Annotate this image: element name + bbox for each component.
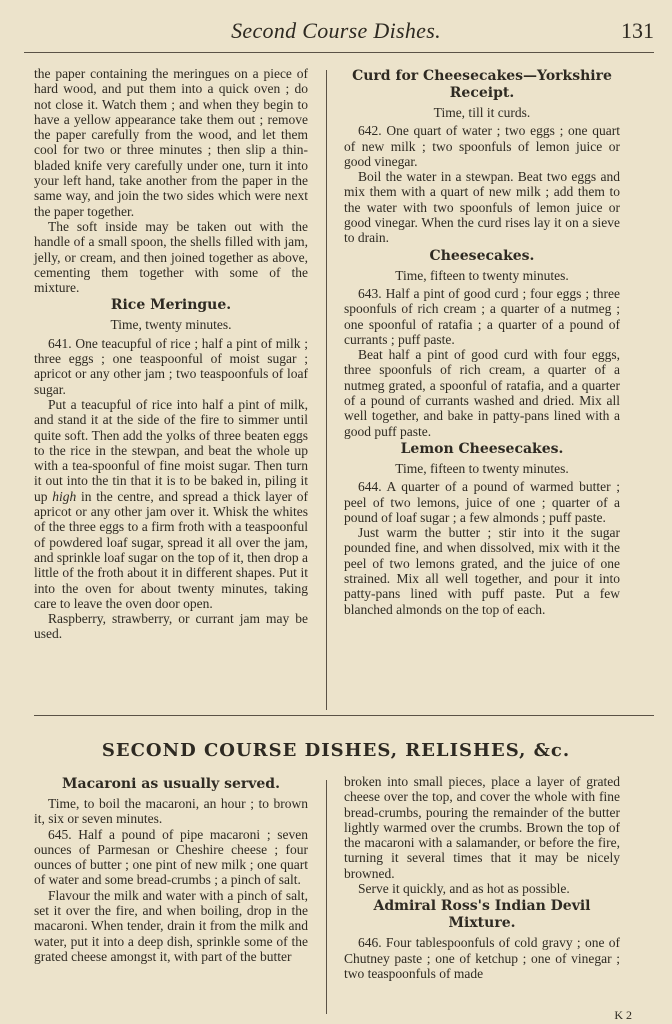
- recipe-serve-macaroni: Serve it quickly, and as hot as possible.: [358, 881, 570, 897]
- page-title: Second Course Dishes.: [231, 18, 441, 43]
- recipe-time-macaroni: Time, to boil the macaroni, an hour ; to brown it, six or seven minutes.: [34, 796, 308, 827]
- recipe-method-macaroni-continued: broken into small pieces, place a layer of grated cheese over the top, and cover the whole with fine bread-crumbs, pouring the remainder of the butter lightly warmed over the crumbs. Brown the top of the macaroni with a salamander, or before the fire, turning it several times that it may be nicely browned.: [344, 774, 620, 881]
- column-divider-lower: [326, 780, 327, 1014]
- recipe-method-rice-meringue: [34, 397, 308, 611]
- right-column: [344, 66, 620, 617]
- paragraph-meringue-continued: the paper containing the meringues on a piece of hard wood, and put them into a quick oven ; do not close it. Watch them ; and when they begin to have a yellow appearance take them out ; remove the paper carefully from the wood, and let them cool for two or three minutes ; then slip a thin-bladed knife very carefully under one, turn it into your left hand, take another from the paper in the same way, and join the two sides which were next the paper together.: [34, 66, 308, 219]
- paragraph-meringue-filling: The soft inside may be taken out with the handle of a small spoon, the shells filled with jam, jelly, or cream, and then joined together as above, cementing them together with some of the mixture.: [34, 218, 308, 296]
- recipe-method-lemon-cheesecakes: Just warm the butter ; stir into it the sugar pounded fine, and when dissolved, mix with it the peel of two lemons grated, and the juice of one strained. Mix all well together, and pour it into patty-pans lined with puff paste. Put a few blanched almonds on the top of each.: [344, 525, 620, 617]
- italic-word: high: [52, 488, 77, 504]
- method-part-a: Put a teacupful of rice into half a pint of milk, and stand it at the side of the fire to simmer until quite soft. Then add the yolks of three beaten eggs to the rice in the stewpan, and beat the whole up with a tea-spoonful of fine moist sugar. Then turn it out into the tin that it is to be baked in, piling it up: [34, 396, 308, 504]
- recipe-time-cheesecakes: Time, fifteen to twenty minutes.: [395, 267, 569, 283]
- recipe-title-lemon-cheesecakes: Lemon Cheesecakes.: [400, 440, 564, 457]
- recipe-method-macaroni: Flavour the milk and water with a pinch of salt, set it over the fire, and when boiling, drop in the macaroni. When tender, drain it from the milk and water, put it into a deep dish, sprinkle some of the grated cheese amongst it, with part of the butter: [34, 887, 308, 964]
- recipe-title-admiral-ross: Admiral Ross's Indian Devil Mixture.: [373, 898, 591, 932]
- left-column: [34, 66, 308, 642]
- running-head: [0, 8, 672, 50]
- recipe-method-cheesecakes: Beat half a pint of good curd with four eggs, three spoonfuls of rich cream, a quarter of a nutmeg grated, a spoonful of ratafia, and a quarter of a pound of currants washed and dried. Mix all well together, and bake in patty-pans lined with a good puff paste.: [344, 347, 620, 439]
- signature-mark: K 2: [614, 1008, 632, 1022]
- recipe-ingredients-644: 644. A quarter of a pound of warmed butter ; peel of two lemons, juice of one ; quarter of a pound of loaf sugar ; a few almonds ; puff paste.: [344, 479, 620, 525]
- recipe-title-rice-meringue: Rice Meringue.: [110, 297, 232, 314]
- method-part-b: in the centre, and spread a thick layer of apricot or any other jam over it. Whisk the whites of the three eggs to a firm froth with a teaspoonful of powdered loaf sugar, spread it all over the jam, and sprinkle loaf sugar on the top of it, then drop a little of the froth about it in different shapes. Put it into the oven for about twenty minutes, taking care to leave the oven door open.: [34, 488, 309, 611]
- recipe-title-macaroni: Macaroni as usually served.: [62, 776, 280, 792]
- recipe-ingredients-646: 646. Four tablespoonfuls of cold gravy ; one of Chutney paste ; one of ketchup ; one of vinegar ; two teaspoonfuls of made: [344, 935, 620, 981]
- section-rule: [34, 715, 654, 716]
- recipe-title-curd: Curd for Cheesecakes—Yorkshire Receipt.: [352, 68, 612, 101]
- recipe-note-rice-meringue: Raspberry, strawberry, or currant jam may be used.: [34, 611, 308, 642]
- recipe-ingredients-641: 641. One teacupful of rice ; half a pint of milk ; three eggs ; one teaspoonful of moist sugar ; apricot or any other jam ; two teaspoonfuls of loaf sugar.: [34, 335, 308, 397]
- column-divider-upper: [326, 70, 327, 710]
- recipe-time-lemon-cheesecakes: Time, fifteen to twenty minutes.: [395, 460, 569, 476]
- recipe-method-curd: Boil the water in a stewpan. Beat two eggs and mix them with a quart of new milk ; add them to the water with two spoonfuls of lemon juice or good vinegar. When the curd rises lay it on a sieve to drain.: [344, 169, 620, 246]
- section-heading: SECOND COURSE DISHES, RELISHES, &c.: [101, 740, 571, 761]
- lower-right-column: [344, 774, 620, 981]
- recipe-title-cheesecakes: Cheesecakes.: [429, 247, 535, 264]
- page-number: 131: [621, 18, 654, 43]
- header-rule: [24, 52, 654, 53]
- recipe-ingredients-645: 645. Half a pound of pipe macaroni ; seven ounces of Parmesan or Cheshire cheese ; four ounces of butter ; one pint of new milk ; one quart of water and some bread-crumbs ; a pinch of salt.: [34, 826, 308, 888]
- lower-left-column: [34, 774, 308, 964]
- recipe-ingredients-643: 643. Half a pint of good curd ; four eggs ; three spoonfuls of rich cream ; a quarter of a nutmeg ; one spoonful of ratafia ; a quarter of a pound of currants ; puff paste.: [344, 285, 620, 347]
- recipe-time-rice-meringue: Time, twenty minutes.: [110, 317, 232, 333]
- recipe-time-curd: Time, till it curds.: [433, 105, 531, 120]
- recipe-ingredients-642: 642. One quart of water ; two eggs ; one quart of new milk ; two spoonfuls of lemon juice or good vinegar.: [344, 123, 620, 169]
